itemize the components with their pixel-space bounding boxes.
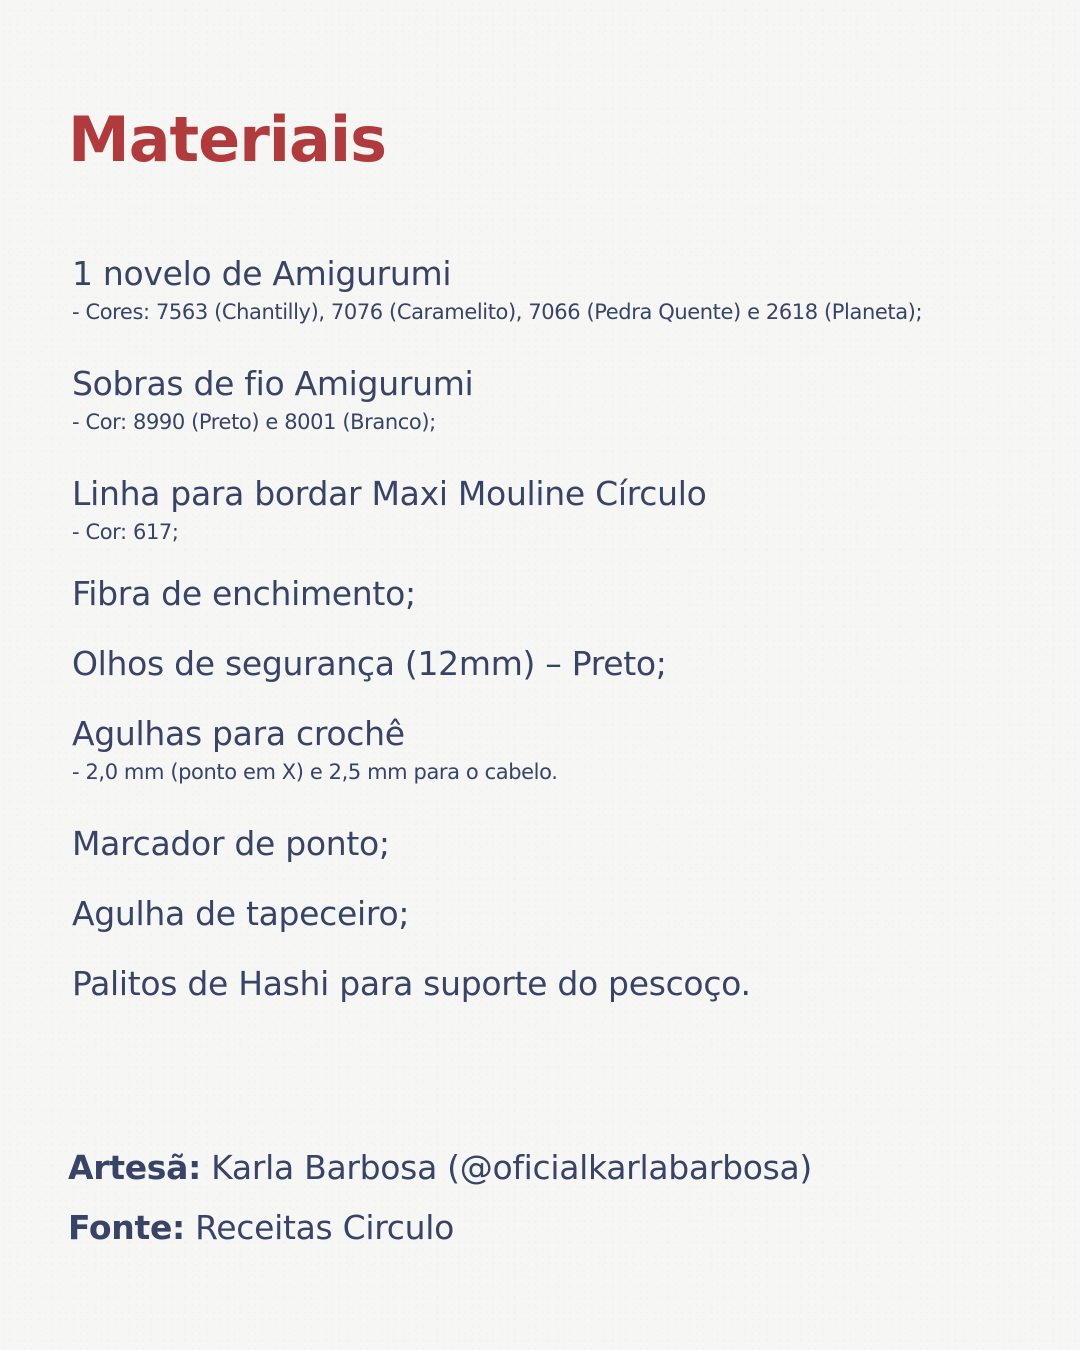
artisan-credit — [68, 1138, 1048, 1198]
item-title: Agulha de tapeceiro; — [72, 894, 410, 933]
item-detail: - Cor: 8990 (Preto) e 8001 (Branco); — [72, 410, 436, 434]
list-item — [72, 640, 1052, 710]
list-item — [72, 570, 1052, 640]
list-item — [72, 820, 1052, 890]
item-title: 1 novelo de Amigurumi — [72, 254, 452, 293]
list-item — [72, 470, 1052, 570]
list-item — [72, 250, 1052, 360]
list-item — [72, 360, 1052, 470]
item-detail: - Cor: 617; — [72, 520, 179, 544]
page-title: Materiais — [68, 103, 387, 176]
item-title: Marcador de ponto; — [72, 824, 390, 863]
list-item — [72, 890, 1052, 960]
materials-list — [72, 250, 1052, 1030]
item-title: Agulhas para crochê — [72, 714, 405, 753]
list-item — [72, 960, 1052, 1030]
source-value: Receitas Circulo — [184, 1208, 455, 1247]
item-title: Linha para bordar Maxi Mouline Círculo — [72, 474, 707, 513]
item-title: Olhos de segurança (12mm) – Preto; — [72, 644, 667, 683]
item-title: Sobras de fio Amigurumi — [72, 364, 474, 403]
item-detail: - 2,0 mm (ponto em X) e 2,5 mm para o cabelo. — [72, 760, 558, 784]
item-title: Fibra de enchimento; — [72, 574, 416, 613]
artisan-label: Artesã: — [68, 1148, 201, 1187]
artisan-value: Karla Barbosa (@oficialkarlabarbosa) — [200, 1148, 813, 1187]
list-item — [72, 710, 1052, 820]
item-detail: - Cores: 7563 (Chantilly), 7076 (Caramelito), 7066 (Pedra Quente) e 2618 (Planeta); — [72, 300, 923, 324]
credits — [68, 1138, 1048, 1258]
source-credit — [68, 1198, 1048, 1258]
item-title: Palitos de Hashi para suporte do pescoço. — [72, 964, 751, 1003]
source-label: Fonte: — [68, 1208, 185, 1247]
